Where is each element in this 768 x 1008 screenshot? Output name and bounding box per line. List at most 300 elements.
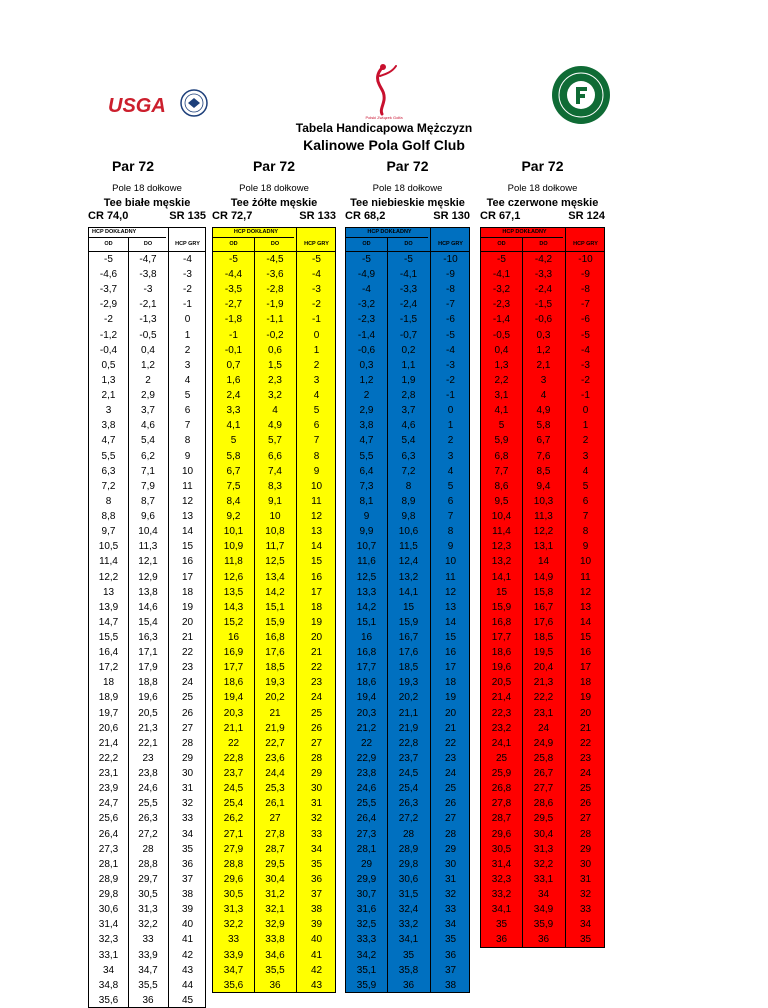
table-cell: 2 (363, 390, 370, 402)
table-cell: 11,7 (265, 541, 285, 553)
table-cell: 11 (182, 480, 193, 492)
table-cell: 19,3 (398, 677, 419, 689)
table-cell: 23 (310, 677, 323, 689)
table-cell: 34,8 (98, 979, 119, 991)
table-cell: 28 (402, 828, 415, 840)
table-cell: 20,6 (98, 722, 119, 734)
table-cell: 4 (272, 405, 278, 417)
table-cell: -6 (581, 314, 590, 326)
course-rating: CR 74,0 (88, 210, 129, 222)
table-cell: 16,8 (356, 647, 377, 659)
course-type-label: Pole 18 dołkowe (112, 183, 182, 194)
table-cell: 36 (495, 934, 508, 946)
table-cell: 29,5 (265, 858, 285, 870)
table-cell: 32,3 (491, 873, 512, 885)
table-cell: 24 (181, 677, 194, 689)
table-cell: 4,1 (494, 405, 509, 417)
table-cell: -3,6 (266, 269, 284, 281)
table-cell: 41 (310, 949, 323, 961)
table-cell: 28,8 (223, 858, 244, 870)
table-cell: 14,6 (138, 601, 158, 613)
table-cell: 33,9 (138, 949, 158, 961)
table-cell: 3 (184, 359, 191, 371)
table-cell: 13,4 (265, 571, 285, 583)
table-cell: -4 (446, 344, 455, 356)
table-cell: 7 (582, 511, 589, 523)
table-cell: 0,7 (226, 359, 241, 371)
table-cell: 19,7 (98, 707, 119, 719)
table-cell: 33,2 (491, 889, 512, 901)
table-cell: 19,4 (223, 692, 244, 704)
table-cell: 22,9 (356, 752, 377, 764)
table-cell: 2 (582, 435, 589, 447)
table-cell: 19,3 (265, 677, 285, 689)
table-cell: 27,2 (398, 813, 419, 825)
table-cell: 35 (402, 949, 415, 961)
table-cell: 25,6 (98, 813, 119, 825)
table-cell: 21 (444, 722, 457, 734)
table-cell: 9,4 (536, 480, 551, 492)
table-cell: -2,8 (266, 284, 284, 296)
column-od: OD (362, 241, 371, 247)
table-cell: 15 (181, 541, 194, 553)
table-cell: 9 (313, 465, 320, 477)
table-cell: 18,8 (138, 677, 158, 689)
table-cell: 23,6 (265, 752, 285, 764)
table-cell: 9,9 (359, 526, 374, 538)
table-cell: 26,4 (98, 828, 119, 840)
table-cell: -1,4 (357, 329, 376, 341)
table-cell: 13,9 (98, 601, 119, 613)
table-cell: 17,7 (223, 662, 244, 674)
table-cell: 17,6 (398, 647, 419, 659)
table-cell: 19 (310, 616, 323, 628)
table-cell: 32,2 (533, 858, 554, 870)
table-cell: 18,6 (223, 677, 244, 689)
table-cell: 36 (537, 934, 550, 946)
table-cell: -0,6 (357, 344, 376, 356)
table-cell: 41 (181, 934, 194, 946)
table-cell: 5,8 (536, 420, 551, 432)
table-cell: 18,5 (533, 632, 554, 643)
table-cell: 18 (310, 601, 323, 613)
table-cell: -1,9 (266, 299, 284, 311)
table-cell: 16 (444, 647, 457, 659)
table-cell: 16 (360, 632, 373, 643)
table-cell: 25,8 (533, 752, 554, 764)
table-cell: 25 (444, 783, 457, 795)
table-cell: 35,9 (533, 919, 554, 931)
table-cell: 6,7 (226, 465, 241, 477)
tee-label: Tee żółte męskie (230, 197, 318, 209)
table-cell: 7,4 (268, 465, 282, 477)
table-cell: 5,5 (101, 450, 116, 462)
table-cell: 19 (444, 692, 457, 704)
table-cell: 35 (444, 934, 457, 946)
table-cell: 3 (313, 374, 320, 386)
column-od: OD (229, 241, 238, 247)
table-cell: 17 (310, 586, 323, 598)
table-cell: 32 (310, 813, 323, 825)
table-cell: 2,8 (401, 390, 416, 402)
table-cell: 43 (181, 964, 194, 976)
course-rating: CR 68,2 (345, 210, 386, 222)
table-cell: -4,6 (99, 269, 118, 281)
table-cell: 22 (310, 662, 323, 674)
table-cell: 7,5 (226, 480, 241, 492)
table-cell: 5,5 (359, 450, 374, 462)
table-cell: 19 (181, 601, 194, 613)
table-cell: 11,4 (492, 526, 511, 538)
table-cell: 5 (230, 435, 237, 447)
table-cell: 12 (579, 586, 592, 598)
tee-section-white (88, 0, 206, 1006)
table-cell: 10 (269, 511, 281, 523)
table-cell: 22,7 (265, 737, 285, 749)
table-cell: 6,4 (359, 465, 374, 477)
table-cell: 33,1 (98, 949, 119, 961)
table-cell: 32,9 (265, 919, 285, 931)
table-cell: 24,6 (138, 783, 158, 795)
table-cell: 45 (181, 994, 194, 1006)
table-cell: 11,3 (534, 511, 553, 523)
table-cell: 20,3 (356, 707, 377, 719)
table-cell: 15,5 (98, 632, 119, 643)
table-cell: 31 (444, 873, 457, 885)
table-cell: 36 (142, 994, 154, 1006)
table-cell: 10,5 (98, 541, 119, 553)
table-cell: 34,1 (398, 934, 419, 946)
table-cell: 29 (181, 752, 194, 764)
table-cell: 5 (447, 480, 454, 492)
par-label: Par 72 (386, 158, 429, 174)
table-cell: -5 (404, 254, 413, 265)
table-cell: 13,2 (491, 556, 512, 568)
table-cell: 27 (181, 722, 194, 734)
table-cell: 36 (402, 979, 415, 991)
table-cell: 43 (310, 979, 323, 991)
table-cell: 20 (181, 616, 194, 628)
table-cell: -10 (443, 254, 458, 265)
usga-logo-text: USGA (108, 95, 166, 117)
table-cell: 19 (579, 692, 592, 704)
table-cell: 21 (181, 632, 194, 643)
table-cell: 7 (184, 420, 191, 432)
table-cell: -4,4 (224, 269, 243, 281)
table-cell: 10,4 (138, 526, 158, 538)
table-cell: 7 (313, 435, 320, 447)
table-cell: 24 (537, 722, 550, 734)
table-cell: 27 (269, 813, 281, 825)
table-cell: 25 (310, 707, 323, 719)
handicap-table (212, 227, 336, 993)
table-cell: -4,9 (357, 269, 376, 281)
course-type-label: Pole 18 dołkowe (507, 183, 578, 194)
table-cell: 35 (495, 919, 508, 931)
table-cell: 17,7 (356, 662, 377, 674)
table-cell: 33,9 (223, 949, 244, 961)
table-cell: -5 (446, 329, 455, 341)
table-cell: 6 (313, 420, 320, 432)
table-cell: 29 (360, 858, 373, 870)
table-cell: 23 (444, 752, 457, 764)
table-cell: -0,7 (399, 329, 418, 341)
table-cell: 34 (181, 828, 194, 840)
table-cell: 4,1 (226, 420, 241, 432)
table-cell: 23,1 (533, 707, 554, 719)
table-cell: -2 (581, 374, 590, 386)
table-cell: 14,9 (533, 571, 554, 583)
table-cell: 16,8 (265, 632, 285, 643)
table-cell: 10,8 (265, 526, 285, 538)
table-cell: 30 (444, 858, 457, 870)
table-cell: -4,1 (492, 269, 511, 281)
table-cell: 10 (310, 480, 323, 492)
table-cell: 8 (405, 480, 412, 492)
table-cell: 33 (181, 813, 194, 825)
table-cell: 13,5 (223, 586, 244, 598)
table-cell: 30,6 (98, 904, 119, 916)
table-cell: 33,2 (398, 919, 419, 931)
table-cell: 0,4 (141, 344, 155, 356)
table-cell: 6,3 (101, 465, 116, 477)
table-cell: 1,5 (268, 359, 282, 371)
table-cell: 4,6 (401, 420, 416, 432)
course-type-label: Pole 18 dołkowe (239, 183, 309, 194)
table-cell: 15,1 (356, 616, 377, 628)
table-cell: 24 (579, 768, 592, 780)
table-cell: 7,2 (101, 480, 116, 492)
table-cell: 9 (447, 541, 454, 553)
table-cell: 34 (537, 889, 550, 901)
table-cell: 15 (579, 632, 592, 643)
table-cell: -2,1 (139, 299, 157, 311)
table-cell: 32,5 (356, 919, 377, 931)
table-cell: 21 (269, 707, 281, 719)
table-cell: -1,8 (224, 314, 243, 326)
table-cell: 17 (444, 662, 457, 674)
table-cell: 17,9 (138, 662, 158, 674)
table-cell: 20 (579, 707, 592, 719)
table-cell: 14,7 (98, 616, 119, 628)
table-cell: 0 (184, 314, 191, 326)
table-cell: 13,8 (138, 586, 158, 598)
table-cell: 7,2 (401, 465, 416, 477)
table-cell: 12 (444, 586, 457, 598)
table-cell: 31,3 (223, 904, 244, 916)
table-cell: 25 (579, 783, 592, 795)
table-cell: 3,3 (226, 405, 241, 417)
table-cell: -1 (312, 314, 321, 326)
table-cell: 9,7 (101, 526, 116, 538)
table-cell: 7,7 (494, 465, 509, 477)
table-cell: 13 (444, 601, 457, 613)
table-cell: 16,7 (533, 601, 554, 613)
table-cell: 20,3 (223, 707, 244, 719)
table-cell: 30,4 (533, 828, 554, 840)
table-cell: 28,9 (98, 873, 119, 885)
table-cell: 12,3 (491, 541, 512, 553)
table-cell: -4,7 (139, 254, 157, 265)
table-cell: 22,1 (138, 737, 158, 749)
table-cell: 3,1 (494, 390, 509, 402)
table-cell: 23,1 (98, 768, 119, 780)
table-cell: -5 (497, 254, 506, 265)
club-name: Kalinowe Pola Golf Club (303, 137, 465, 153)
table-cell: 24,1 (491, 737, 512, 749)
table-cell: 29 (444, 843, 457, 855)
table-cell: 21 (579, 722, 592, 734)
table-cell: 7,1 (141, 465, 155, 477)
table-cell: 21,9 (265, 722, 285, 734)
table-cell: -4 (183, 254, 192, 265)
table-cell: -4,1 (399, 269, 418, 281)
table-cell: 2,2 (494, 374, 509, 386)
table-cell: 1 (582, 420, 589, 432)
table-cell: 32,4 (398, 904, 419, 916)
table-cell: 34,2 (356, 949, 377, 961)
table-cell: 11,4 (99, 556, 118, 568)
table-cell: 31,3 (533, 843, 554, 855)
table-cell: 20,5 (491, 677, 512, 689)
table-cell: 21,3 (138, 722, 158, 734)
table-cell: 18 (444, 677, 457, 689)
table-cell: -2 (312, 299, 321, 311)
table-cell: 33 (444, 904, 457, 916)
table-cell: -2,4 (534, 284, 553, 296)
table-cell: 32 (181, 798, 194, 810)
table-cell: 1 (184, 329, 191, 341)
table-cell: -4 (581, 344, 590, 356)
table-cell: -0,2 (266, 329, 284, 341)
table-cell: 28,6 (533, 798, 554, 810)
table-cell: 34,9 (533, 904, 554, 916)
table-cell: 32,3 (98, 934, 119, 946)
table-cell: 0,4 (494, 344, 509, 356)
table-cell: 26,3 (398, 798, 419, 810)
table-cell: -9 (446, 269, 455, 281)
table-cell: 31,4 (98, 919, 119, 931)
table-cell: 7 (447, 511, 454, 523)
table-cell: -1,5 (534, 299, 553, 311)
table-cell: 9 (582, 541, 589, 553)
table-cell: -2,4 (399, 299, 418, 311)
table-cell: 14 (181, 526, 194, 538)
table-cell: 22,2 (533, 692, 554, 704)
table-cell: -9 (581, 269, 590, 281)
table-cell: 8,4 (226, 495, 241, 507)
table-cell: 3 (105, 405, 112, 417)
table-cell: 20 (310, 632, 323, 643)
table-cell: 24,4 (265, 768, 285, 780)
table-cell: -0,5 (492, 329, 511, 341)
table-cell: -3 (312, 284, 321, 296)
table-cell: 10,3 (533, 495, 554, 507)
table-cell: 35 (310, 858, 323, 870)
table-cell: 28,7 (491, 813, 512, 825)
table-cell: 8,8 (101, 511, 116, 523)
table-cell: 8,3 (268, 480, 282, 492)
table-cell: 1,2 (536, 344, 551, 356)
table-cell: 28,8 (138, 858, 158, 870)
table-cell: 25 (181, 692, 194, 704)
course-rating: CR 67,1 (480, 210, 521, 222)
table-cell: 26,4 (356, 813, 377, 825)
table-cell: 30,7 (356, 889, 377, 901)
table-cell: 36 (310, 873, 323, 885)
table-cell: 8,7 (141, 495, 155, 507)
table-cell: 12,4 (398, 556, 419, 568)
table-cell: 34,7 (138, 964, 158, 976)
slope-rating: SR 130 (433, 210, 470, 222)
table-cell: -7 (581, 299, 590, 311)
table-cell: 13 (102, 586, 115, 598)
table-cell: 17 (579, 662, 592, 674)
table-cell: 24 (444, 768, 457, 780)
table-cell: 20,5 (138, 707, 158, 719)
table-cell: 7,9 (141, 480, 155, 492)
table-cell: 9,2 (226, 511, 241, 523)
table-cell: 4 (447, 465, 454, 477)
table-cell: 22 (579, 737, 592, 749)
table-cell: 27,8 (265, 828, 285, 840)
table-cell: -3,3 (399, 284, 418, 296)
table-cell: 14,1 (398, 586, 419, 598)
table-cell: 32,2 (138, 919, 158, 931)
table-cell: 44 (181, 979, 194, 991)
table-cell: 4,9 (268, 420, 282, 432)
tee-label: Tee białe męskie (103, 197, 191, 209)
table-cell: 35,6 (223, 979, 244, 991)
table-cell: -0,5 (139, 329, 157, 341)
table-cell: 2,9 (359, 405, 374, 417)
table-cell: 27,9 (223, 843, 244, 855)
table-cell: 8,6 (494, 480, 509, 492)
table-cell: 0,6 (268, 344, 282, 356)
table-cell: 4 (582, 465, 589, 477)
table-cell: 9,8 (401, 511, 416, 523)
table-cell: 23,8 (356, 768, 377, 780)
table-cell: 5 (313, 405, 320, 417)
table-cell: 34,1 (491, 904, 512, 916)
table-cell: 30 (310, 783, 323, 795)
table-cell: 29,6 (223, 873, 244, 885)
table-cell: 8,5 (536, 465, 551, 477)
table-cell: 23 (579, 752, 592, 764)
table-cell: 13 (579, 601, 592, 613)
table-cell: 26,7 (533, 768, 554, 780)
document-title: Tabela Handicapowa Mężczyzn (295, 121, 473, 135)
par-label: Par 72 (521, 158, 564, 174)
table-cell: 28 (579, 828, 592, 840)
table-cell: 24,9 (533, 737, 554, 749)
table-cell: -1,2 (99, 329, 118, 341)
table-cell: 20,4 (533, 662, 554, 674)
table-cell: 22 (444, 737, 457, 749)
table-cell: 18,5 (398, 662, 419, 674)
table-cell: 5 (582, 480, 589, 492)
table-cell: 30,5 (223, 889, 244, 901)
table-cell: 24,7 (98, 798, 119, 810)
tee-section-blue (345, 0, 470, 994)
table-cell: 15,4 (138, 616, 158, 628)
table-cell: 14,2 (265, 586, 285, 598)
table-cell: 0 (313, 329, 320, 341)
table-cell: 4,6 (141, 420, 155, 432)
table-cell: 8 (447, 526, 454, 538)
table-cell: 35,9 (356, 979, 377, 991)
handicap-table (88, 227, 206, 1008)
